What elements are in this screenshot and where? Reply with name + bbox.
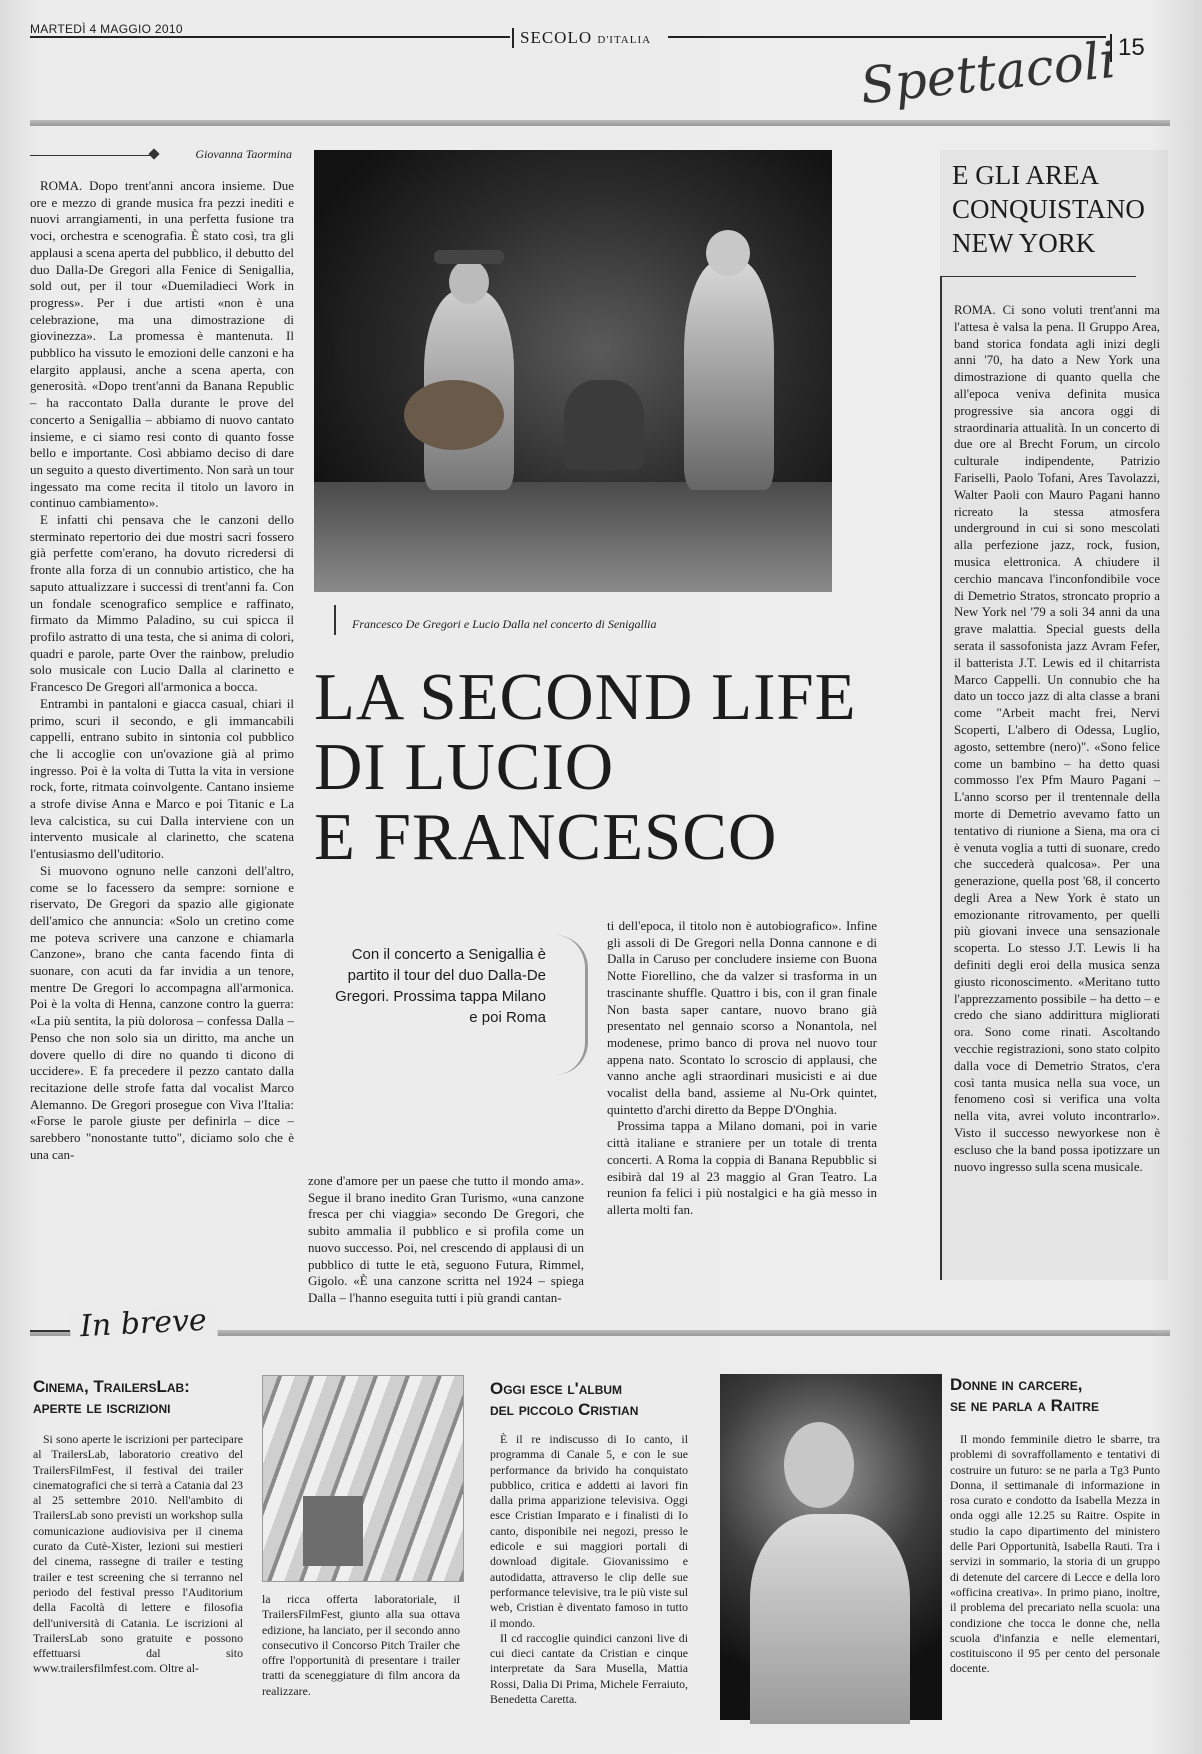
sidebar-text: ROMA. Ci sono voluti trent'anni ma l'attesa è valsa la pena. Il Gruppo Area, band storica fondata agli inizi degli anni '70, ha dato a New York una dimostrazione di quanto quella che all'epoca veniva definita musica progressive sia ancora oggi di straordinaria attualità. In un concerto di due ore al Brecht Forum, un circolo culturale indipendente, Patrizio Fariselli, Paolo Tofani, Ares Tavolazzi, Walter Paoli con Mauro Pagani hanno ricreato la stessa atmosfera underground in cui si sono mescolati alla perfezione jazz, rock, fusion, musica elettronica. A chiudere il cerchio mancava l'inconfondibile voce di Demetrio Stratos, stroncato proprio a New York nel '79 a soli 34 anni da una grave malattia. Special guests della serata il sassofonista jazz Avram Fefer, il batterista J.T. Lewis ed il chitarrista Marco Cappelli. Un connubio che ha dato un tocco jazz di alta classe a brani come "Arbeit macht frei, Nervi Scoperti, L'albero di Odessa, Luglio, agosto, settembre (nero)". «Sono felice come un bambino – ha detto quasi commosso l'ex Pfm Mauro Pagani – L'anno scorso per il trentennale della morte di Demetrio avevamo fatto un tentativo di riunione a Siena, ma ora ci è venuta voglia a tutti di suonare, credo che succederà qualcosa». Per una generazione, quella post '68, il concerto degli Area a New York è stato un emozionante ritrovamento, per quelli più giovani invece una sensazionale scoperta. Lo stesso J.T. Lewis li ha definiti degli eroi della musica senza giusto riconoscimento. «Meritano tutto l'apprezzamento possibile – ha detto – e credo che siano addirittura migliorati ora. Sono come rinati. Ascoltando vecchie registrazioni, sono stato colpito dalla voce di Demetrio Stratos, c'era così tanta musica nella sua voce, un fenomeno così si verifica una volta nella vita, avrei voluto incontrarlo». Visto il successo newyorkese non è escluso che la band possa ipotizzare un nuovo ingresso sulla scena musicale. [954,303,1160,1174]
sidebar-headline-line: NEW YORK [952,228,1096,258]
guitarist-head [449,260,489,304]
brief-title-line: se ne parla a Raitre [950,1396,1099,1415]
brief-paragraph: Il mondo femminile dietro le sbarre, tra problemi di sovraffollamento e tentativi di costruire un futuro: se ne parla a Tg3 Punto Donna, il settimanale di informazione in rosa curato e condotto da Isabella Mezza in onda oggi alle 12.25 su Raitre. Ospite in studio la capo dipartimento del ministero delle Pari Opportunità, Isabella Rauti. Tra i servizi in sommario, la storia di un gruppo di detenute del carcere di Lecce e della loro «officina creativa». In primo piano, inoltre, il problema del precariato nella scuola: una condizione che tocca le donne che, nella scuola d'infanzia e nelle elementari, costituiscono il 95 per cento del personale docente. [950,1432,1160,1676]
header-rule-left [30,36,510,38]
article-column-1 [30,178,294,1163]
brief-text-cinema-cont [262,1592,460,1699]
film-strip-photo [262,1375,464,1582]
clarinetist-figure [684,260,774,490]
sidebar-rule-vertical [940,276,942,1280]
headline-line: DI LUCIO [314,730,615,804]
sidebar-rule [940,276,1136,277]
sidebar-headline [952,158,1162,260]
brief-text-cinema [33,1432,243,1677]
pull-quote-bracket [555,935,588,1075]
brief-title-line: Oggi esce l'album [490,1379,623,1398]
guitar-shape [404,380,504,450]
photo-caption: Francesco De Gregori e Lucio Dalla nel concerto di Senigallia [352,617,657,631]
article-paragraph: ROMA. Dopo trent'anni ancora insieme. Due ore e mezzo di grande musica fra pezzi inediti e nuovi arrangiamenti, in una perfetta fusione tra voci, orchestra e scenografia. È stato così, tra gli applausi a scena aperta del pubblico, il debutto del duo Dalla-De Gregori alla Fenice di Senigallia, sold out, per il tour «Duemiladieci Work in progress». Per i due artisti «non è una celebrazione, ma una dimostrazione di giovinezza». La promessa è mantenuta. Il pubblico ha vissuto le emozioni delle canzoni e ha elargito applausi, anche a scena aperta, con generosità. «Dopo trent'anni da Banana Republic – ha raccontato Dalla durante le prove del concerto a Senigallia – abbiamo di nuovo cantato insieme, e ci siamo resi conto di quanto fosse bello e importante. Così abbiamo deciso di dare un seguito a questo divertimento. Non sarà un tour ingessato ma come recita il titolo un lavoro in continuo cambiamento». [30,178,294,511]
brief-text-album [490,1432,688,1707]
article-paragraph: E infatti chi pensava che le canzoni dello sterminato repertorio dei due mostri sacri fossero già perfette com'erano, ha dovuto ricredersi di fronte alla forza di un connubio artistico, che ha saputo attualizzare i successi di trent'anni fa. Con un fondale scenografico semplice e raffinato, firmato da Mimmo Paladino, su cui spicca il profilo astratto di una testa, che si anima di colori, quadri e parole, parte Over the rainbow, preludio solo musicale con Lucio Dalla al clarinetto e Francesco De Gregori all'armonica a bocca. [30,512,294,695]
singer-photo [720,1374,942,1720]
masthead-suffix: D'ITALIA [597,34,652,46]
clarinetist-head [706,230,750,276]
brief-paragraph: la ricca offerta laboratoriale, il TrailersFilmFest, giunto alla sua ottava edizione, ha lanciato, per il secondo anno consecutivo il Concorso Pitch Trailer che offre l'opportunità di presentare i trailer tratti da sceneggiature di film ancora da realizzare. [262,1592,460,1698]
section-divider [30,120,1170,126]
headline-line: LA SECOND LIFE [314,660,857,734]
brief-title-carcere [950,1374,1170,1416]
brief-paragraph: Il cd raccoglie quindici canzoni live di cui dieci cantate da Cristian e cinque interpretate da Sara Musella, Mattia Rossi, Dalia Di Prima, Michele Ferraiuto, Benedetta Caretta. [490,1630,688,1707]
article-paragraph: Entrambi in pantaloni e giacca casual, chiari il primo, scuri il secondo, e gli immancabili cappelli, entrano subito in sintonia col pubblico che li accoglie con un'ovazione già al primo ingresso. Poi è la volta di Tutta la vita in versione rock, forte, ritmata coinvolgente. Cantano insieme a strofe divise Anna e Marco e poi Titanic e La leva calcistica, su cui Dalla interviene con un intervento musicale al clarinetto, che scatena l'entusiasmo dell'uditorio. [30,695,294,862]
singer-head [784,1422,854,1508]
brief-title-album [490,1378,690,1420]
brief-title-cinema [33,1376,253,1418]
pull-quote: Con il concerto a Senigallia è partito il tour del duo Dalla-De Gregori. Prossima tappa Milano e poi Roma [335,946,546,1026]
section-title: Spettacoli [857,30,1119,116]
sidebar-headline-line: CONQUISTANO [952,194,1145,224]
headline-line: E FRANCESCO [314,800,778,874]
brief-title-line: aperte le iscrizioni [33,1398,171,1417]
brief-title-line: Cinema, TrailersLab: [33,1377,190,1396]
article-headline [314,662,874,872]
film-frame [303,1496,363,1566]
masthead [512,28,651,48]
article-paragraph: Prossima tappa a Milano domani, poi in varie città italiane e straniere per un totale di trenta concerti. A Roma la coppia di Banana Repubblic si esibirà dal 19 al 23 maggio al Gran Teatro. La reunion fa felici i più nostalgici e ha già messo in allerta molti fan. [607,1118,877,1217]
article-column-3 [607,918,877,1219]
article-paragraph: zone d'amore per un paese che tutto il mondo ama». Segue il brano inedito Gran Turismo, «una canzone fresca per chi viaggia» secondo De Gregori, che subito ammalia il pubblico e si profila come un nuovo successo. Poi, nel crescendo di applausi di un pubblico di tutte le età, seguono Futura, Rimmel, Gigolo. «È una canzone scritta nel 1924 – spiega Dalla – l'hanno eseguita tutti i più grandi cantan- [308,1173,584,1305]
brief-paragraph: Si sono aperte le iscrizioni per partecipare al TrailersLab, laboratorio creativo del TrailersFilmFest, il festival dei trailer cinematografici che si terrà a Catania dal 23 al 25 settembre 2010. Nell'ambito di TrailersLab sono previsti un workshop sulla comunicazione audiovisiva per il cinema curato da Cutè-Xister, lezioni sui mestieri del cinema, rassegne di trailer e testing trailer e test screening che si terranno nel periodo del festival presso l'Auditorium della Facoltà di lettere e filosofia dell'università di Catania. Le iscrizioni al TrailersLab sono gratuite e possono effettuarsi dal sito www.trailersfilmfest.com. Oltre al- [33,1432,243,1676]
breve-dash [30,1330,70,1332]
article-paragraph: ti dell'epoca, il titolo non è autobiografico». Infine gli assoli di De Gregori nella Donna cannone e di Dalla in Caruso per concludere insieme con Buona Notte Fiorellino, che da valzer si trasforma in un trascinante shuffle. Quattro i bis, con il gran finale Non basta saper cantare, nuovo brano già presentato nel gennaio scorso a Nonantola, nel modenese, primo banco di prova nel nuovo tour appena nato. Scontato lo scroscio di applausi, che vanno anche agli straordinari musicisti e ai due vocalist della band, assieme al Nu-Ork quintet, quintetto d'archi diretto da Beppe D'Onghia. [607,918,877,1117]
singer-body [750,1514,910,1724]
caption-bar [334,605,336,635]
article-paragraph: Si muovono ognuno nelle canzoni dell'altro, come se lo facessero da sempre: sornione e riservato, De Gregori da spazio alle gigionate dell'amico che annuncia: «Solo un cretino come me poteva scrivere una canzone e chiamarla Canzone», brano che canta facendo finta di suonare, con acuti da far invidia a un tenore, mentre De Gregori lo accompagna all'armonica. Poi è la volta di Henna, canzone contro la guerra: «La più sentita, la più dolorosa – confessa Dalla – Penso che non solo sia un diritto, ma anche un dovere quello di dire no quando ti dicono di uccidere». E fa precedere il pezzo cantato dalla recitazione delle strofe fatta dal vocalist Marco Alemanno. De Gregori prosegue con Viva l'Italia: «Forse le parole giuste per definirla – dice – sarebbero "nonostante tutto", diciamo solo che è una can- [30,862,294,1162]
concert-photo [314,150,832,592]
brief-text-carcere [950,1432,1160,1677]
brief-title-line: del piccolo Cristian [490,1400,639,1419]
brief-paragraph: È il re indiscusso di Io canto, il programma di Canale 5, e con le sue performance da brivido ha conquistato pubblico, critica e addetti ai lavori fin dalla prima apparizione televisiva. Oggi esce Cristian Imparato e i finalisti di Io canto, disponibile nei negozi, presso le edicole e sui maggiori portali di download digitale. Giovanissimo e autodidatta, attraverso le clip delle sue performance televisive, tra le più viste sul web, Cristian è diventato famoso in tutto il mondo. [490,1432,688,1630]
background-musician [564,380,644,470]
page-number: 15 [1110,34,1145,62]
guitarist-hat [434,250,504,264]
sidebar-headline-line: E GLI AREA [952,160,1099,190]
stage-floor [314,482,832,592]
masthead-name: SECOLO [520,28,593,47]
breve-label: In breve [69,1302,217,1345]
article-column-2 [308,1173,584,1307]
byline: Giovanna Taormina [195,147,292,161]
issue-date: MARTEDÌ 4 MAGGIO 2010 [30,22,183,36]
brief-title-line: Donne in carcere, [950,1375,1083,1394]
